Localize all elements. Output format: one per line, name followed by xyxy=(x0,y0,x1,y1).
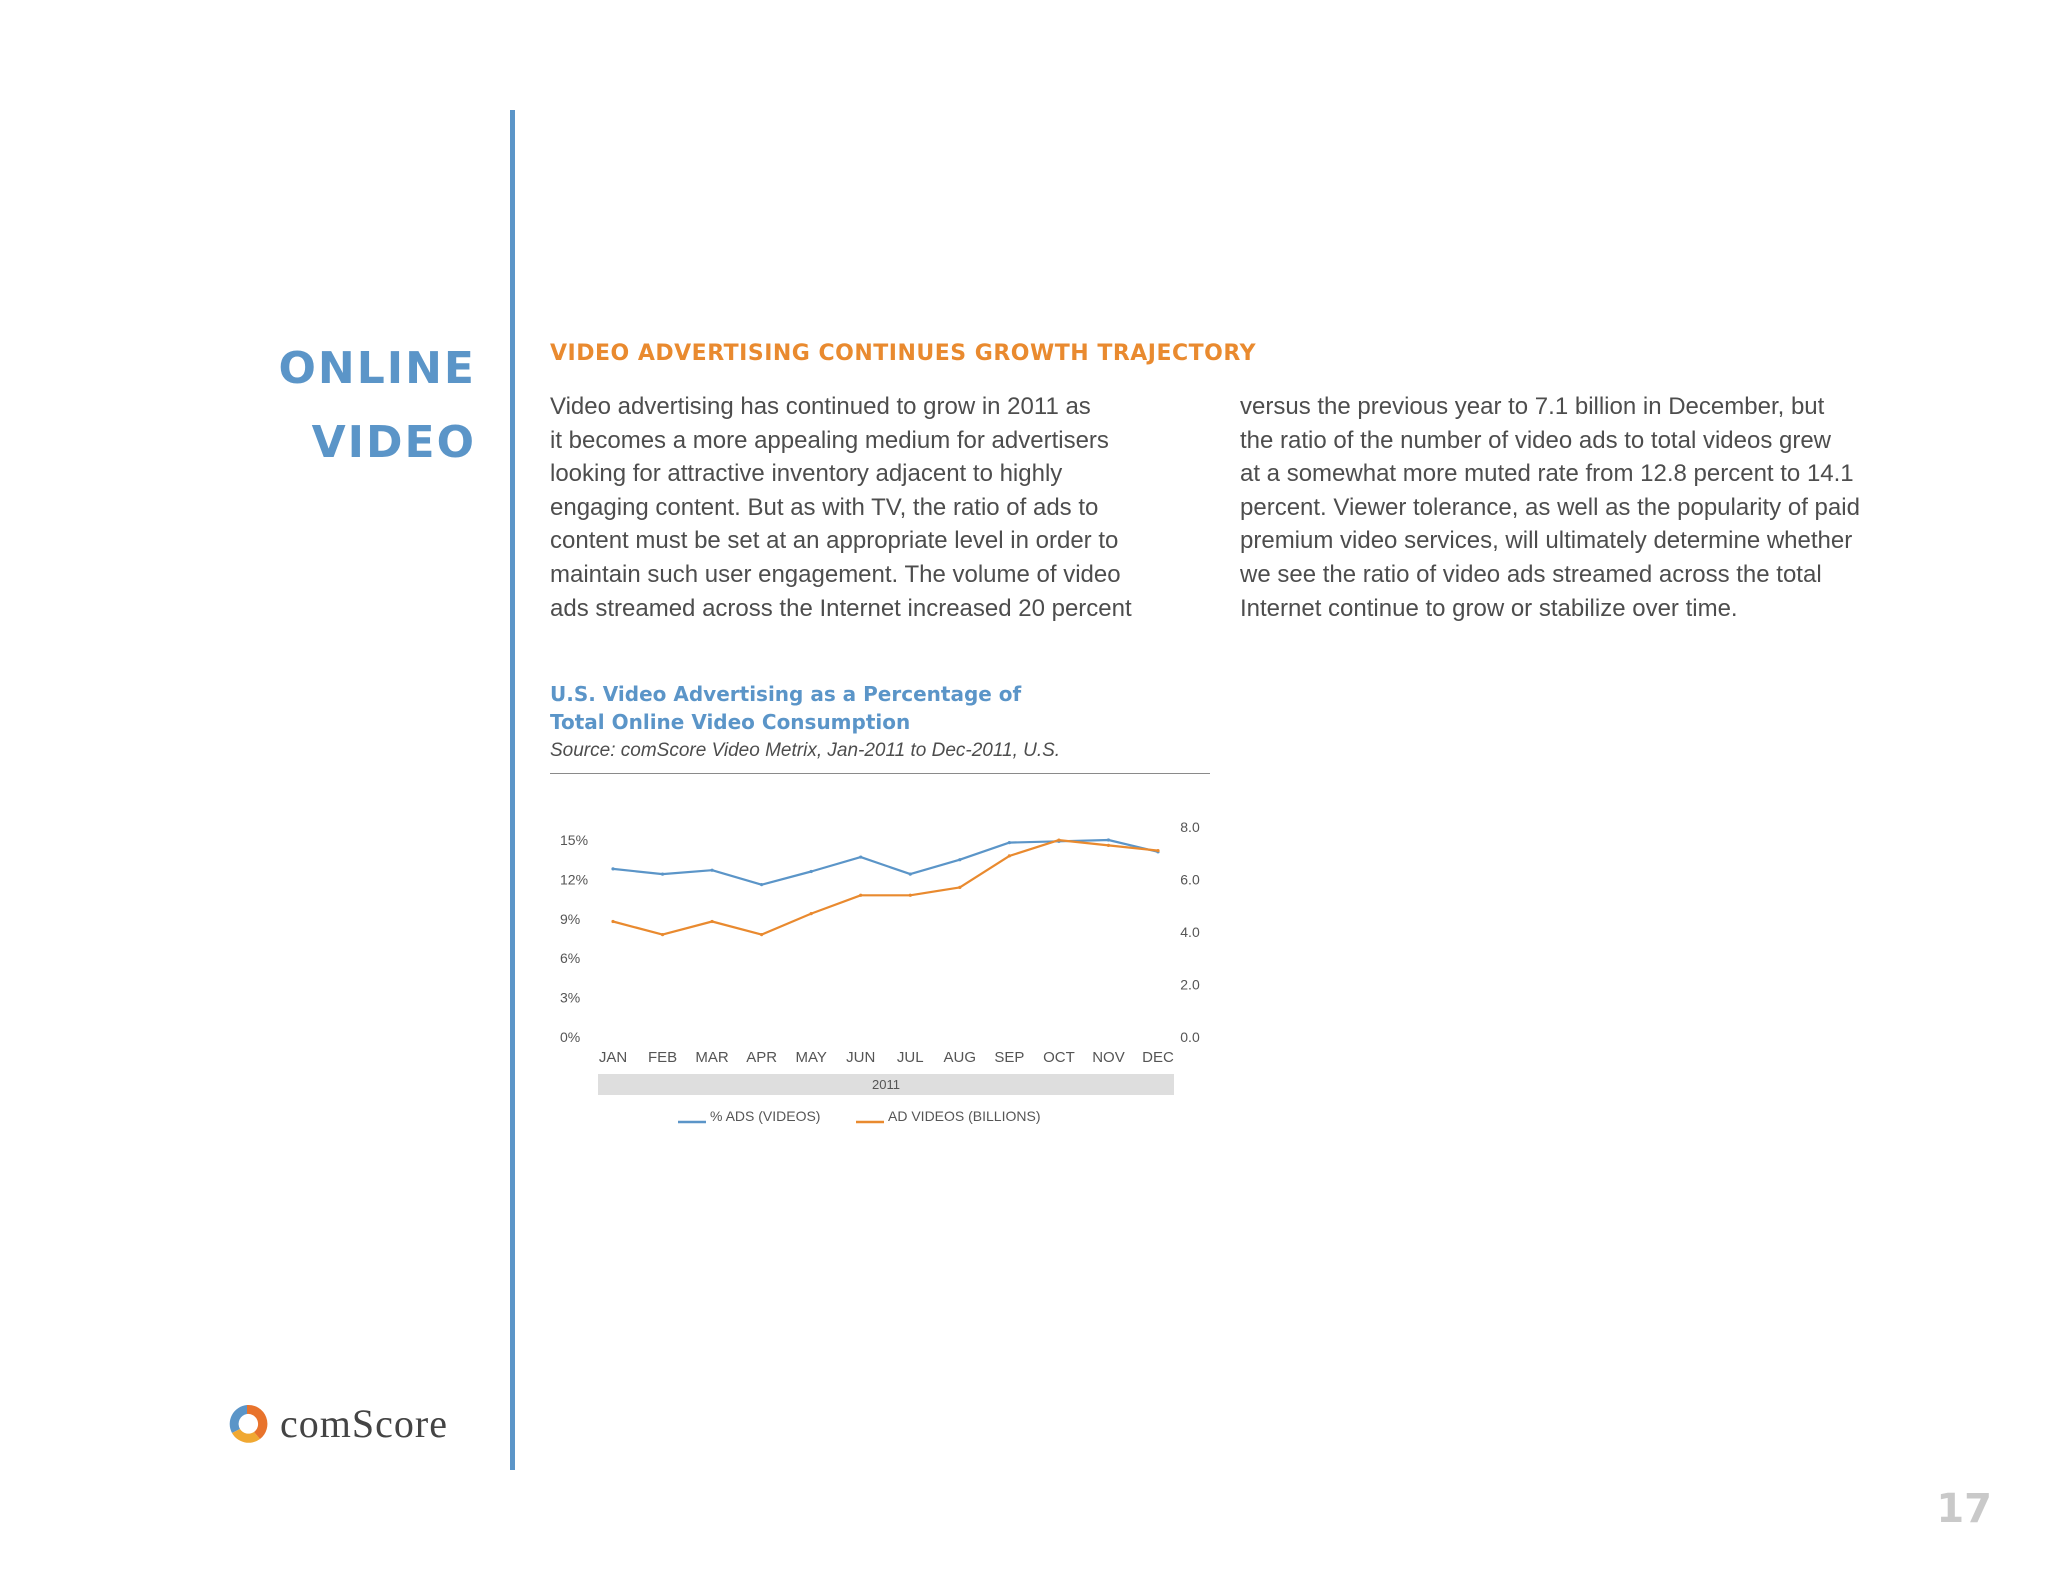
body-line: the ratio of the number of video ads to total videos grew xyxy=(1240,426,1832,454)
left-axis-tick: 6% xyxy=(560,950,581,967)
section-title-line1: ONLINE xyxy=(278,343,476,394)
chart-title-line1: U.S. Video Advertising as a Percentage of xyxy=(550,682,1022,706)
data-point xyxy=(909,894,912,897)
data-point xyxy=(760,883,763,886)
x-axis-tick: JAN xyxy=(598,1049,628,1066)
data-point xyxy=(1057,839,1060,842)
data-point xyxy=(1107,844,1110,847)
body-line: percent. Viewer tolerance, as well as the popularity of paid xyxy=(1240,493,1860,521)
data-point xyxy=(859,894,862,897)
logo-text: comScore xyxy=(280,1401,448,1446)
x-axis-tick: NOV xyxy=(1092,1049,1125,1066)
data-point xyxy=(810,870,813,873)
right-axis-tick: 0.0 xyxy=(1180,1029,1200,1045)
data-point xyxy=(611,920,614,923)
body-line: content must be set at an appropriate level in order to xyxy=(550,527,1119,555)
series-line-ad-videos xyxy=(613,840,1158,935)
left-axis-tick: 9% xyxy=(560,910,581,927)
data-point xyxy=(1008,854,1011,857)
data-point xyxy=(1008,841,1011,844)
section-divider xyxy=(510,110,515,1470)
data-point xyxy=(710,869,713,872)
x-axis-tick: APR xyxy=(746,1049,778,1066)
data-point xyxy=(909,873,912,876)
series-line-pct-ads xyxy=(613,840,1158,885)
left-axis-tick: 0% xyxy=(560,1029,581,1045)
page-number: 17 xyxy=(1936,1486,1992,1532)
x-group-label: 2011 xyxy=(872,1077,900,1092)
x-axis-tick: JUN xyxy=(846,1049,876,1066)
body-column-left xyxy=(550,390,1132,625)
body-line: at a somewhat more muted rate from 12.8 percent to 14.1 xyxy=(1240,460,1854,488)
left-axis-tick: 3% xyxy=(560,989,581,1006)
comscore-logo-icon xyxy=(226,1403,268,1445)
data-point xyxy=(859,855,862,858)
body-column-right xyxy=(1240,390,1860,625)
body-line: engaging content. But as with TV, the ratio of ads to xyxy=(550,493,1099,521)
body-line: Video advertising has continued to grow in 2011 as xyxy=(550,393,1091,420)
data-point xyxy=(760,933,763,936)
body-line: looking for attractive inventory adjacent to highly xyxy=(550,460,1063,488)
body-line: maintain such user engagement. The volume of video xyxy=(550,560,1121,588)
headline: VIDEO ADVERTISING CONTINUES GROWTH TRAJECTORY xyxy=(550,341,1257,366)
legend-label: AD VIDEOS (BILLIONS) xyxy=(888,1108,1041,1124)
data-point xyxy=(611,867,614,870)
chart-title-line2: Total Online Video Consumption xyxy=(550,710,911,734)
x-axis-tick: AUG xyxy=(943,1049,977,1066)
data-point xyxy=(661,933,664,936)
body-line: we see the ratio of video ads streamed across the total xyxy=(1240,560,1822,588)
legend-label: % ADS (VIDEOS) xyxy=(710,1108,821,1124)
right-axis-tick: 4.0 xyxy=(1180,924,1200,940)
line-chart xyxy=(540,800,1220,1140)
data-point xyxy=(710,920,713,923)
chart-title xyxy=(550,680,1021,736)
x-axis-tick: DEC xyxy=(1142,1049,1174,1066)
data-point xyxy=(1107,838,1110,841)
x-axis-tick: MAR xyxy=(695,1049,729,1066)
chart-rule xyxy=(550,773,1210,774)
body-line: ads streamed across the Internet increased 20 percent xyxy=(550,594,1132,622)
right-axis-tick: 6.0 xyxy=(1180,871,1200,888)
right-axis-tick: 8.0 xyxy=(1180,819,1200,835)
body-line: versus the previous year to 7.1 billion in December, but xyxy=(1240,393,1825,420)
data-point xyxy=(1156,849,1159,852)
x-axis-tick: SEP xyxy=(994,1049,1025,1066)
right-axis-tick: 2.0 xyxy=(1180,976,1200,993)
data-point xyxy=(958,858,961,861)
body-line: it becomes a more appealing medium for advertisers xyxy=(550,426,1109,454)
section-title xyxy=(240,332,476,480)
chart-source: Source: comScore Video Metrix, Jan-2011 to Dec-2011, U.S. xyxy=(550,740,1061,761)
left-axis-tick: 15% xyxy=(560,832,589,848)
x-axis-tick: MAY xyxy=(795,1049,827,1066)
x-axis-tick: OCT xyxy=(1043,1049,1075,1066)
x-axis-tick: JUL xyxy=(896,1049,924,1066)
section-title-line2: VIDEO xyxy=(311,417,476,468)
data-point xyxy=(958,886,961,889)
x-axis-tick: FEB xyxy=(647,1049,678,1066)
comscore-logo xyxy=(226,1400,448,1447)
body-line: Internet continue to grow or stabilize over time. xyxy=(1240,594,1738,622)
data-point xyxy=(661,873,664,876)
left-axis-tick: 12% xyxy=(560,871,589,888)
data-point xyxy=(810,912,813,915)
body-line: premium video services, will ultimately determine whether xyxy=(1240,527,1853,555)
